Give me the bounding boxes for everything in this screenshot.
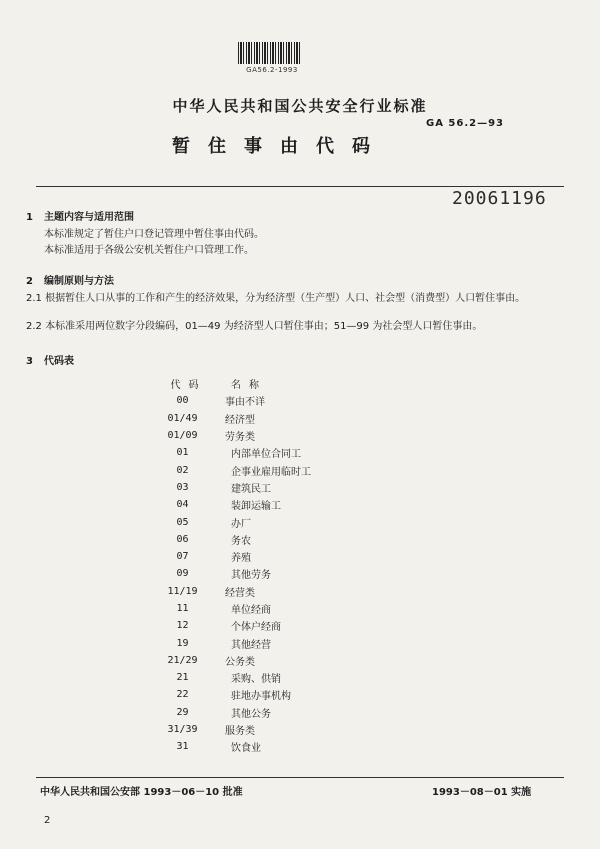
name-cell: 建筑民工 bbox=[231, 483, 271, 495]
code-cell: 11/19 bbox=[167, 585, 198, 597]
code-cell: 21/29 bbox=[167, 654, 198, 666]
code-cell: 07 bbox=[176, 551, 189, 563]
section-number: 3 bbox=[26, 356, 33, 367]
name-cell: 单位经商 bbox=[231, 605, 271, 616]
approval-line: 中华人民共和国公安部 1993－06－10 批准 bbox=[40, 787, 243, 798]
code-table bbox=[140, 375, 380, 756]
name-cell: 其他经营 bbox=[231, 639, 271, 651]
name-cell: 公务类 bbox=[225, 656, 255, 668]
name-cell: 养殖 bbox=[231, 553, 251, 565]
code-table-header bbox=[140, 375, 380, 392]
table-row bbox=[140, 531, 380, 548]
code-cell: 29 bbox=[176, 706, 189, 718]
section-3-heading bbox=[26, 352, 74, 367]
code-cell: 02 bbox=[176, 464, 189, 476]
table-row bbox=[140, 600, 380, 617]
section-number: 2 bbox=[26, 276, 33, 287]
table-row bbox=[140, 461, 380, 478]
paragraph-2-1: 2.1 根据暂住人口从事的工作和产生的经济效果，分为经济型（生产型）人口、社会型（消费型）人口暂住事由。 bbox=[26, 293, 526, 304]
name-cell: 装卸运输工 bbox=[231, 501, 281, 513]
code-cell: 03 bbox=[176, 481, 189, 493]
document-title: 暂住事由代码 bbox=[172, 136, 388, 157]
implementation-date: 1993－08－01 实施 bbox=[432, 787, 532, 798]
code-cell: 22 bbox=[176, 689, 189, 701]
name-cell: 饮食业 bbox=[231, 743, 261, 755]
table-row bbox=[140, 634, 380, 651]
table-row bbox=[140, 392, 380, 409]
code-cell: 01/09 bbox=[167, 430, 198, 442]
code-cell: 11 bbox=[176, 603, 189, 614]
code-cell: 05 bbox=[176, 516, 189, 528]
code-cell: 01/49 bbox=[167, 412, 198, 424]
name-cell: 服务类 bbox=[225, 726, 255, 738]
paragraph: 本标准规定了暂住户口登记管理中暂住事由代码。 bbox=[44, 229, 264, 240]
table-row bbox=[140, 427, 380, 444]
name-header: 名称 bbox=[231, 380, 267, 392]
table-row bbox=[140, 479, 380, 496]
barcode-text: GA56.2-1993 bbox=[246, 66, 298, 74]
name-cell: 个体户经商 bbox=[231, 622, 281, 634]
code-cell: 31 bbox=[176, 741, 189, 753]
page-number: 2 bbox=[44, 815, 51, 826]
name-cell: 其他公务 bbox=[231, 708, 271, 720]
table-row bbox=[140, 686, 380, 703]
name-cell: 经营类 bbox=[225, 587, 255, 599]
code-header: 代码 bbox=[170, 380, 207, 392]
code-cell: 01 bbox=[176, 447, 189, 459]
code-cell: 00 bbox=[176, 395, 189, 407]
section-number: 1 bbox=[26, 212, 33, 223]
table-row bbox=[140, 738, 380, 755]
table-row bbox=[140, 548, 380, 565]
table-row bbox=[140, 583, 380, 600]
table-row bbox=[140, 444, 380, 461]
standard-name: 中华人民共和国公共安全行业标准 bbox=[172, 97, 428, 115]
table-row bbox=[140, 721, 380, 738]
code-cell: 19 bbox=[176, 637, 189, 649]
barcode-image bbox=[238, 42, 302, 64]
name-cell: 驻地办事机构 bbox=[231, 691, 291, 703]
name-cell: 企事业雇用临时工 bbox=[231, 466, 311, 478]
table-row bbox=[140, 652, 380, 669]
table-row bbox=[140, 410, 380, 427]
section-2-heading bbox=[26, 272, 114, 287]
paragraph-2-2: 2.2 本标准采用两位数字分段编码，01—49 为经济型人口暂住事由；51—99 为社会型人口暂住事由。 bbox=[26, 321, 483, 332]
code-cell: 31/39 bbox=[167, 724, 198, 736]
table-row bbox=[140, 513, 380, 530]
table-row bbox=[140, 496, 380, 513]
name-cell: 采购、供销 bbox=[231, 674, 281, 686]
archive-stamp: 20061196 bbox=[452, 188, 547, 209]
name-cell: 办厂 bbox=[231, 518, 251, 530]
table-row bbox=[140, 617, 380, 634]
code-cell: 12 bbox=[176, 620, 189, 632]
footer-divider bbox=[36, 777, 564, 778]
name-cell: 其他劳务 bbox=[231, 570, 271, 582]
table-row bbox=[140, 565, 380, 582]
code-cell: 06 bbox=[176, 533, 189, 545]
table-row bbox=[140, 669, 380, 686]
code-cell: 04 bbox=[176, 499, 189, 511]
name-cell: 务农 bbox=[231, 535, 251, 547]
code-cell: 09 bbox=[176, 568, 189, 580]
table-row bbox=[140, 704, 380, 721]
section-title: 主题内容与适用范围 bbox=[44, 212, 134, 223]
section-1-heading bbox=[26, 208, 134, 223]
name-cell: 劳务类 bbox=[225, 432, 255, 444]
name-cell: 事由不详 bbox=[225, 397, 265, 409]
standard-code: GA 56.2—93 bbox=[426, 118, 505, 129]
name-cell: 内部单位合同工 bbox=[231, 449, 301, 461]
code-cell: 21 bbox=[176, 672, 189, 684]
paragraph: 本标准适用于各级公安机关暂住户口管理工作。 bbox=[44, 245, 254, 256]
section-title: 代码表 bbox=[44, 356, 74, 367]
header-divider bbox=[36, 186, 564, 187]
section-title: 编制原则与方法 bbox=[44, 276, 114, 287]
name-cell: 经济型 bbox=[225, 414, 255, 426]
